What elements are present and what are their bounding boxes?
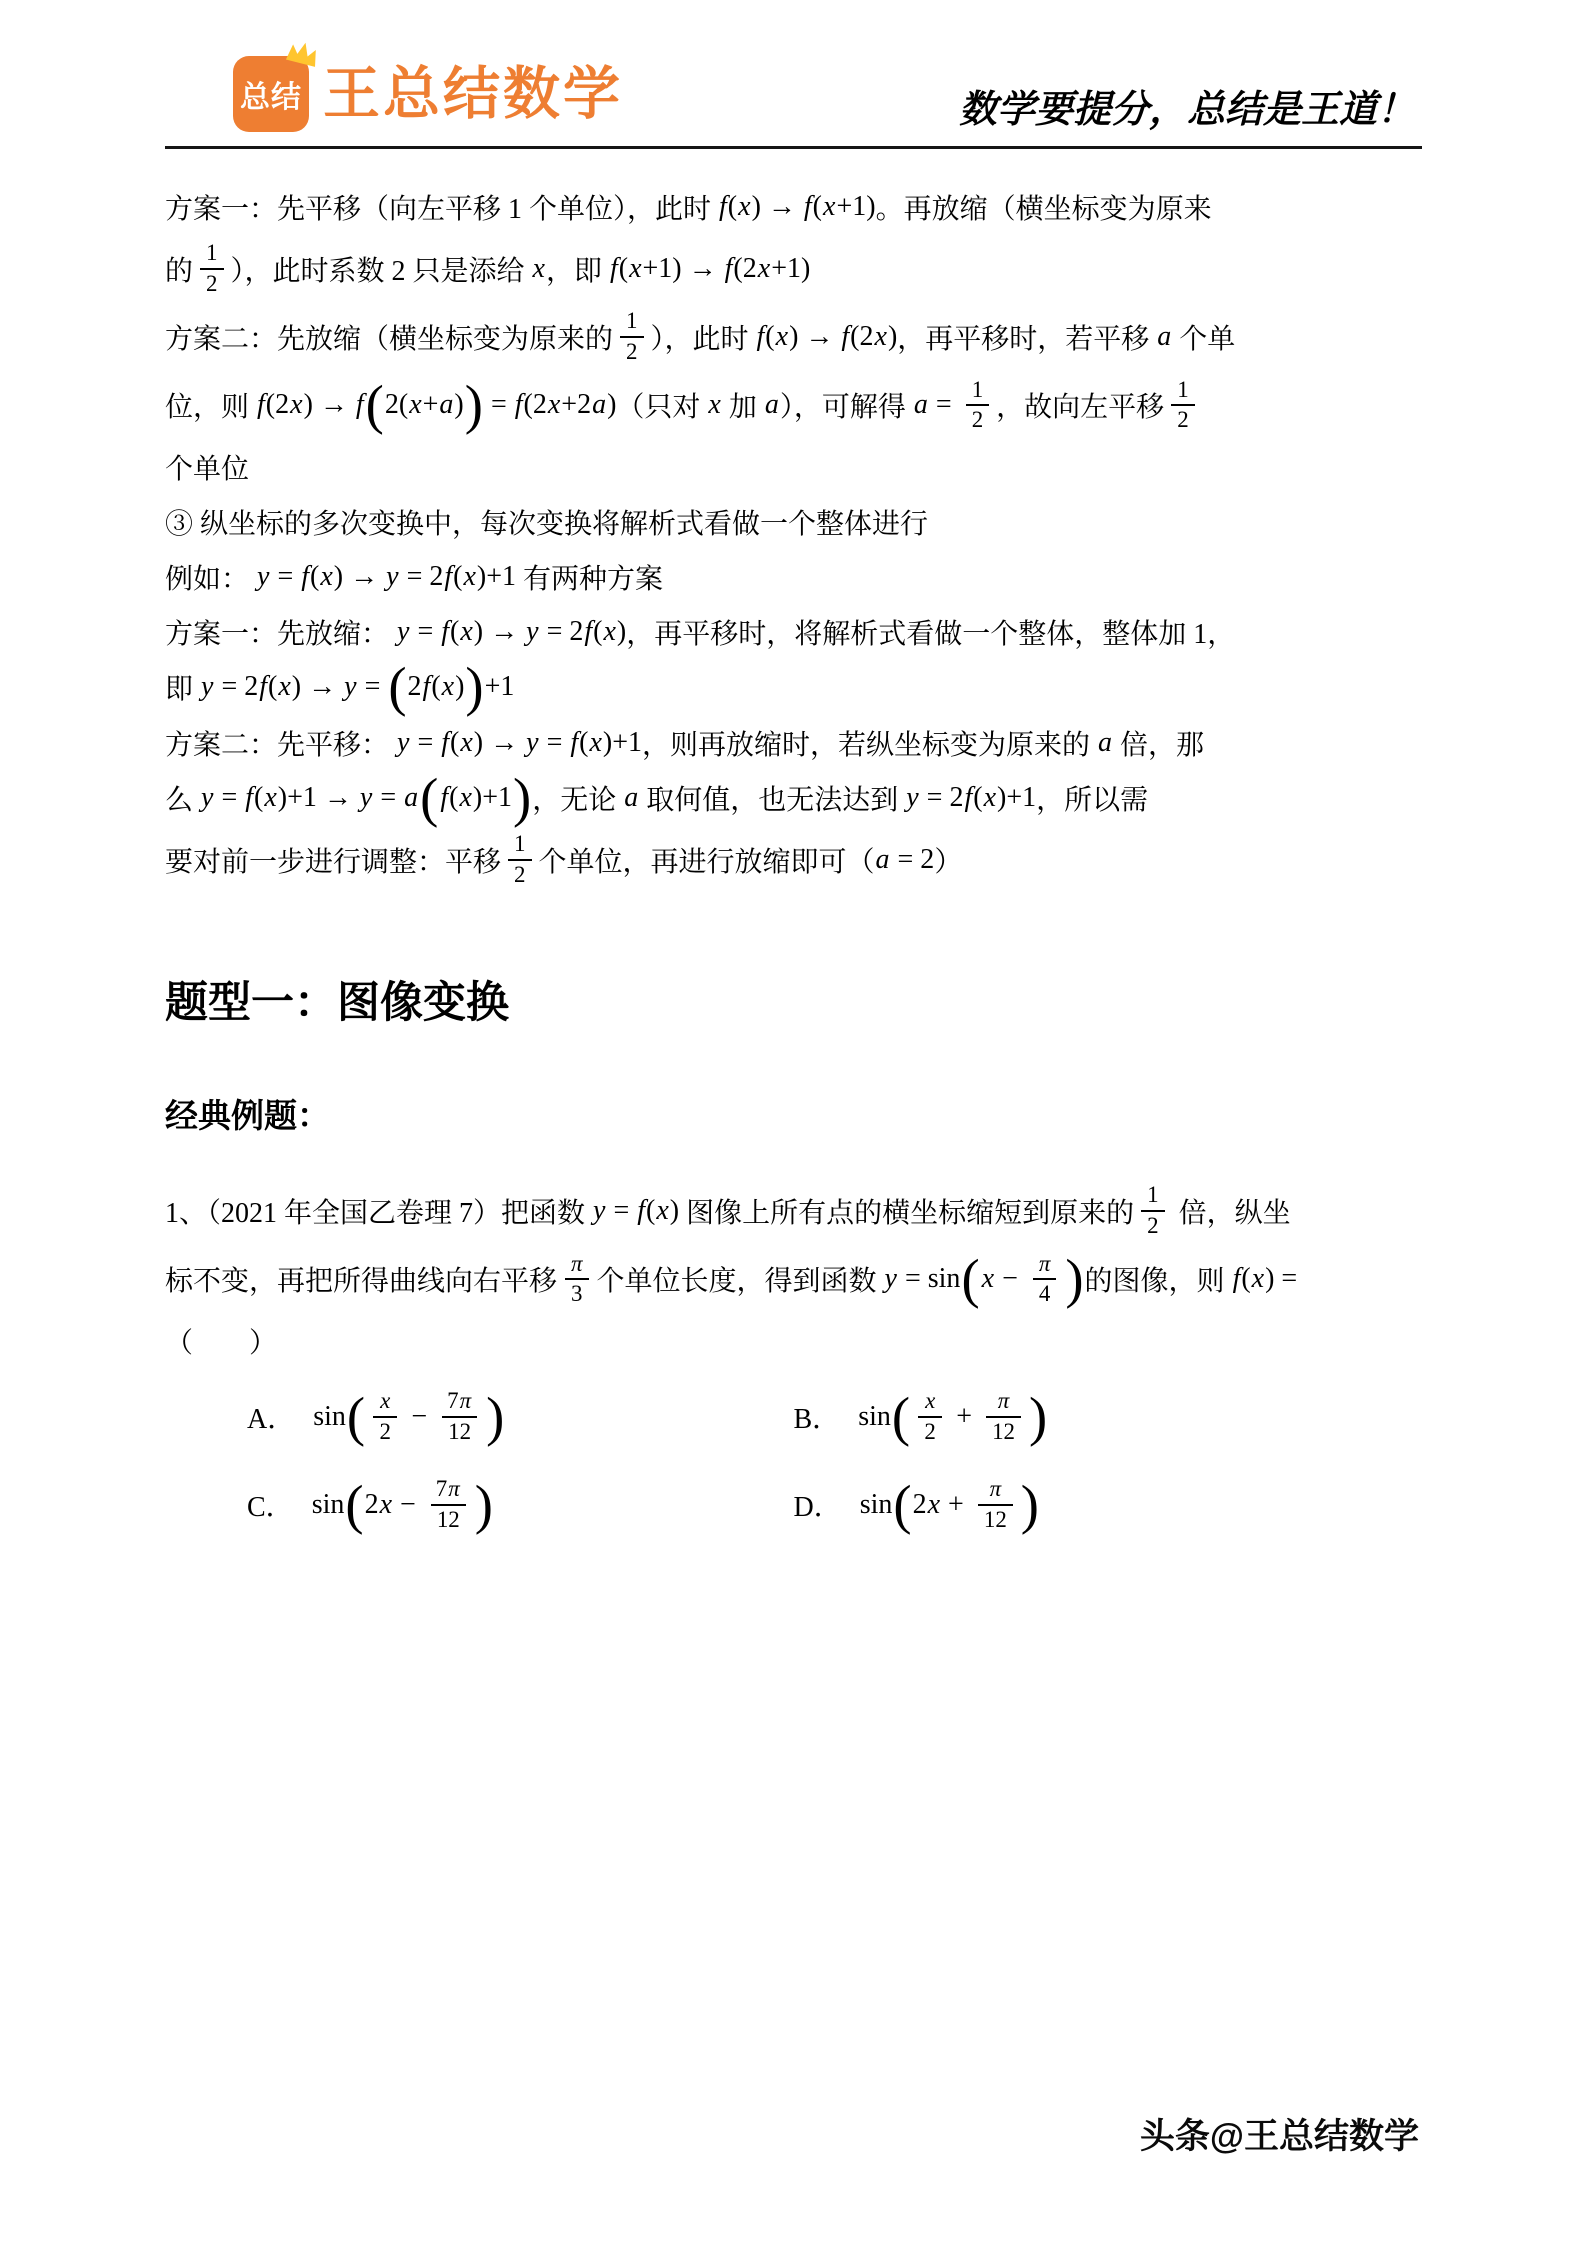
math-run: f(2x) → f — [257, 389, 364, 421]
paragraph-line-1 — [165, 184, 1422, 230]
fraction: $\frac{\pi}{12}$ — [986, 1387, 1021, 1446]
brand-slogan: 数学要提分，总结是王道！ — [958, 89, 1415, 132]
text-run: ） — [934, 846, 963, 878]
problem-line-2 — [165, 1250, 1422, 1309]
math-run: a = — [913, 389, 959, 421]
math-run: y = f(x) → y = 2f(x) — [397, 616, 627, 648]
text-run: 要对前一步进行调整：平移 — [165, 846, 502, 878]
math-run: f(x+1) → f(2x+1) — [609, 252, 811, 284]
big-paren: ) — [465, 656, 484, 718]
text-run: 方案一：先放缩： — [165, 619, 397, 651]
text-run: ），此时 — [650, 324, 756, 356]
big-paren: ) — [486, 1385, 505, 1447]
big-paren: ( — [345, 1473, 364, 1535]
math-run: y = 2f(x) → y = — [201, 671, 388, 703]
text-run: 有两种方案 — [523, 564, 664, 596]
text-run: ，所以需 — [1036, 784, 1149, 816]
text-run: ，无论 — [532, 784, 624, 816]
big-paren: ( — [388, 656, 407, 718]
big-paren: ) — [1029, 1385, 1048, 1447]
text-run: ，再平移时，若平移 — [897, 324, 1157, 356]
math-run: sin — [858, 1401, 891, 1433]
big-paren: ( — [891, 1385, 911, 1447]
logo-badge — [233, 56, 309, 132]
math-run: a — [1157, 321, 1172, 353]
text-run: 方案二：先放缩（横坐标变为原来的 — [165, 324, 614, 356]
math-run: f(x) = — [1232, 1263, 1298, 1295]
body-paragraphs — [165, 184, 1422, 889]
logo-badge-text: 总结 — [240, 81, 302, 114]
math-run: x — [532, 252, 545, 284]
math-run: x — [708, 389, 721, 421]
text-run: ），可解得 — [779, 392, 913, 424]
text-run: （只对 — [616, 392, 708, 424]
paragraph-line-7 — [165, 554, 1422, 600]
problem-line-3 — [165, 1318, 1422, 1364]
text-run: 取何值，也无法达到 — [639, 784, 906, 816]
option-label-C: C． — [247, 1492, 294, 1524]
option-C — [165, 1461, 794, 1549]
text-run: 图像上所有点的横坐标缩短到原来的 — [679, 1197, 1135, 1229]
text-run: 么 — [165, 784, 201, 816]
logo-wordmark: 王总结数学 — [323, 61, 623, 126]
text-run: 的 — [165, 255, 194, 287]
paragraph-line-2 — [165, 239, 1422, 298]
text-run: 个单 — [1172, 324, 1236, 356]
text-run: ，则再放缩时，若纵坐标变为原来的 — [642, 729, 1098, 761]
fraction: $\frac{1}{2}$ — [1141, 1181, 1164, 1240]
fraction: $\frac{\pi}{3}$ — [564, 1250, 590, 1309]
math-run: sin — [313, 1401, 346, 1433]
fraction: $\frac{x}{2}$ — [918, 1387, 942, 1446]
example-heading: 经典例题： — [165, 1097, 330, 1135]
fraction: $\frac{1}{2}$ — [200, 239, 223, 298]
text-run: 方案二：先平移： — [165, 729, 397, 761]
math-run: f(x)+1 — [440, 781, 513, 813]
fraction: $\frac{1}{2}$ — [1171, 376, 1194, 435]
text-run: （ ） — [165, 1328, 278, 1360]
paragraph-line-12 — [165, 830, 1422, 889]
text-run: 加 — [721, 392, 764, 424]
big-paren: ) — [464, 374, 483, 436]
fraction: $\frac{7\pi}{12}$ — [430, 1475, 467, 1534]
math-run: y = f(x) — [593, 1194, 680, 1226]
math-run: x − — [981, 1263, 1025, 1295]
document-content — [0, 149, 1587, 1549]
text-run: ，再平移时，将解析式看做一个整体，整体加 1， — [626, 619, 1236, 651]
paragraph-line-4 — [165, 376, 1422, 435]
math-run: = f(2x+2a) — [483, 389, 617, 421]
text-run: 方案一：先平移（向左平移 1 个单位），此时 — [165, 194, 719, 225]
option-A — [165, 1373, 794, 1461]
option-label-A: A． — [247, 1404, 296, 1436]
text-run: 倍，纵坐 — [1171, 1197, 1291, 1229]
text-run: 即 — [165, 674, 201, 706]
paragraph-line-6 — [165, 499, 1422, 545]
fraction: $\frac{1}{2}$ — [966, 376, 989, 435]
option-label-B: B． — [793, 1404, 841, 1436]
text-run: 个单位，再进行放缩即可（ — [538, 846, 875, 878]
paragraph-line-5 — [165, 444, 1422, 490]
page-header — [0, 0, 1587, 132]
section-title: 题型一：图像变换 — [165, 979, 509, 1028]
text-run: 个单位长度，得到函数 — [596, 1266, 884, 1298]
big-paren: ( — [346, 1385, 366, 1447]
text-run: ，故向左平移 — [996, 392, 1165, 424]
option-B — [794, 1373, 1423, 1461]
math-run: 2(x+a) — [384, 389, 464, 421]
text-run: ），此时系数 2 只是添给 — [230, 255, 532, 287]
paragraph-line-8 — [165, 609, 1422, 655]
math-run: − — [404, 1401, 435, 1433]
big-paren: ( — [961, 1248, 980, 1310]
fraction: $\frac{7\pi}{12}$ — [441, 1387, 478, 1446]
big-paren: ) — [513, 766, 532, 828]
math-run: y = f(x) → y = 2f(x)+1 — [257, 561, 524, 593]
math-run: y = sin — [884, 1263, 961, 1295]
math-run: f(x) → f(x+1) — [719, 191, 876, 222]
math-run: 2f(x) — [407, 671, 465, 703]
brand-logo — [233, 56, 623, 132]
math-run: y = 2f(x)+1 — [906, 781, 1037, 813]
text-run: 标不变，再把所得曲线向右平移 — [165, 1266, 558, 1298]
option-D — [794, 1461, 1423, 1549]
problem-statement — [165, 1181, 1422, 1364]
fraction: $\frac{1}{2}$ — [508, 830, 531, 889]
paragraph-line-3 — [165, 307, 1422, 366]
text-run: 1、（2021 年全国乙卷理 7）把函数 — [165, 1197, 593, 1229]
math-run: 2x + — [912, 1489, 971, 1521]
text-run: 位，则 — [165, 392, 257, 424]
text-run: 倍，那 — [1113, 729, 1205, 761]
fraction: $\frac{\pi}{4}$ — [1032, 1250, 1058, 1309]
math-run: a — [1098, 726, 1113, 758]
fraction: $\frac{\pi}{12}$ — [978, 1475, 1013, 1534]
footer-credit: 头条@王总结数学 — [1139, 2117, 1419, 2156]
math-run: a — [764, 389, 779, 421]
paragraph-line-9 — [165, 656, 1422, 718]
big-paren: ( — [365, 374, 384, 436]
math-run: + — [949, 1401, 980, 1433]
math-run: a = 2 — [875, 843, 935, 875]
fraction: $\frac{x}{2}$ — [373, 1387, 397, 1446]
big-paren: ( — [893, 1473, 912, 1535]
text-run: 例如： — [165, 564, 257, 596]
math-run: y = f(x) → y = f(x)+1 — [397, 726, 643, 758]
answer-options — [165, 1373, 1422, 1549]
text-run: ③ 纵坐标的多次变换中，每次变换将解析式看做一个整体进行 — [165, 509, 929, 541]
text-run: 个单位 — [165, 454, 250, 486]
problem-line-1 — [165, 1181, 1422, 1240]
option-label-D: D． — [793, 1492, 842, 1524]
problem-block — [165, 1181, 1422, 1549]
big-paren: ( — [420, 766, 439, 828]
crown-icon — [282, 36, 323, 70]
math-run: 2x − — [364, 1489, 423, 1521]
big-paren: ) — [1065, 1248, 1084, 1310]
math-run: +1 — [484, 671, 515, 703]
big-paren: ) — [1020, 1473, 1039, 1535]
text-run: 的图像，则 — [1084, 1266, 1232, 1298]
paragraph-line-11 — [165, 766, 1422, 828]
math-run: sin — [859, 1489, 893, 1521]
math-run: f(x) → f(2x) — [756, 321, 898, 353]
fraction: $\frac{1}{2}$ — [620, 307, 643, 366]
big-paren: ) — [474, 1473, 493, 1535]
text-run: 。再放缩（横坐标变为原来 — [875, 194, 1212, 225]
text-run: ，即 — [545, 255, 609, 287]
paragraph-line-10 — [165, 720, 1422, 766]
math-run: sin — [311, 1489, 345, 1521]
math-run: a — [624, 781, 639, 813]
math-run: y = f(x)+1 → y = a — [201, 781, 419, 813]
